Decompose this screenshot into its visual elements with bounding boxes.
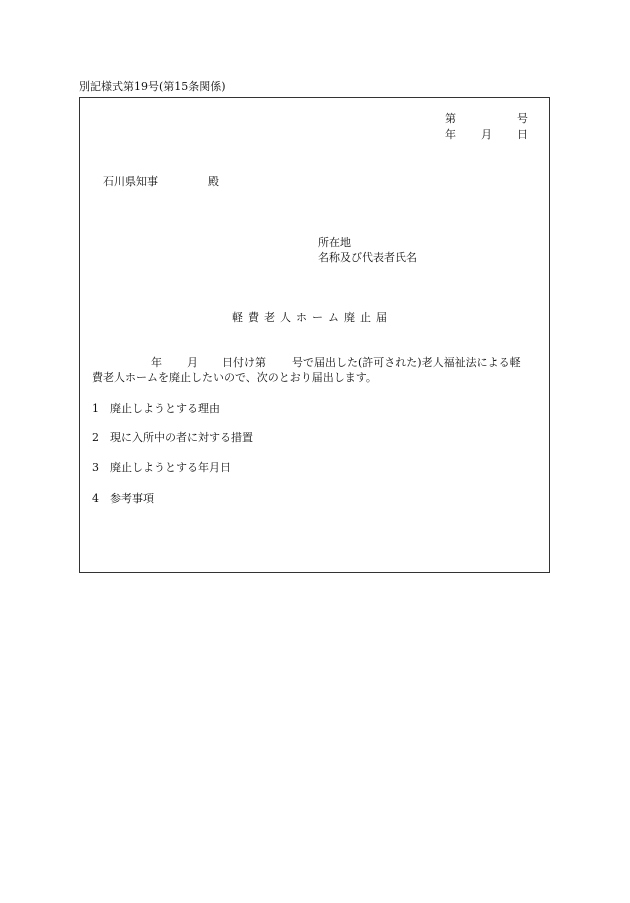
item-number: 4 [92, 492, 99, 505]
date-day: 日 [517, 128, 528, 141]
item-number: 1 [92, 402, 99, 415]
item-number: 2 [92, 431, 99, 444]
number-suffix: 号 [517, 112, 528, 125]
body-year: 年 [151, 356, 162, 369]
addressee-honorific: 殿 [208, 175, 219, 188]
date-month: 月 [481, 128, 492, 141]
number-prefix: 第 [445, 112, 456, 125]
item-text: 参考事項 [110, 492, 154, 505]
addressee-name: 石川県知事 [103, 175, 158, 188]
address-label: 所在地 [318, 236, 351, 249]
item-text: 廃止しようとする理由 [110, 402, 220, 415]
item-number: 3 [92, 461, 99, 474]
document-title: 軽費老人ホーム廃止届 [232, 311, 392, 324]
applicant-name-label: 名称及び代表者氏名 [318, 251, 417, 264]
item-text: 廃止しようとする年月日 [110, 461, 231, 474]
item-text: 現に入所中の者に対する措置 [110, 431, 253, 444]
body-month: 月 [187, 356, 198, 369]
date-year: 年 [445, 128, 456, 141]
body-dated: 日付け第 [222, 356, 266, 369]
body-line2: 費老人ホームを廃止したいので、次のとおり届出します。 [92, 371, 377, 384]
body-line1-rest: 号で届出した(許可された)老人福祉法による軽 [292, 356, 521, 369]
form-reference: 別記様式第19号(第15条関係) [79, 80, 226, 93]
